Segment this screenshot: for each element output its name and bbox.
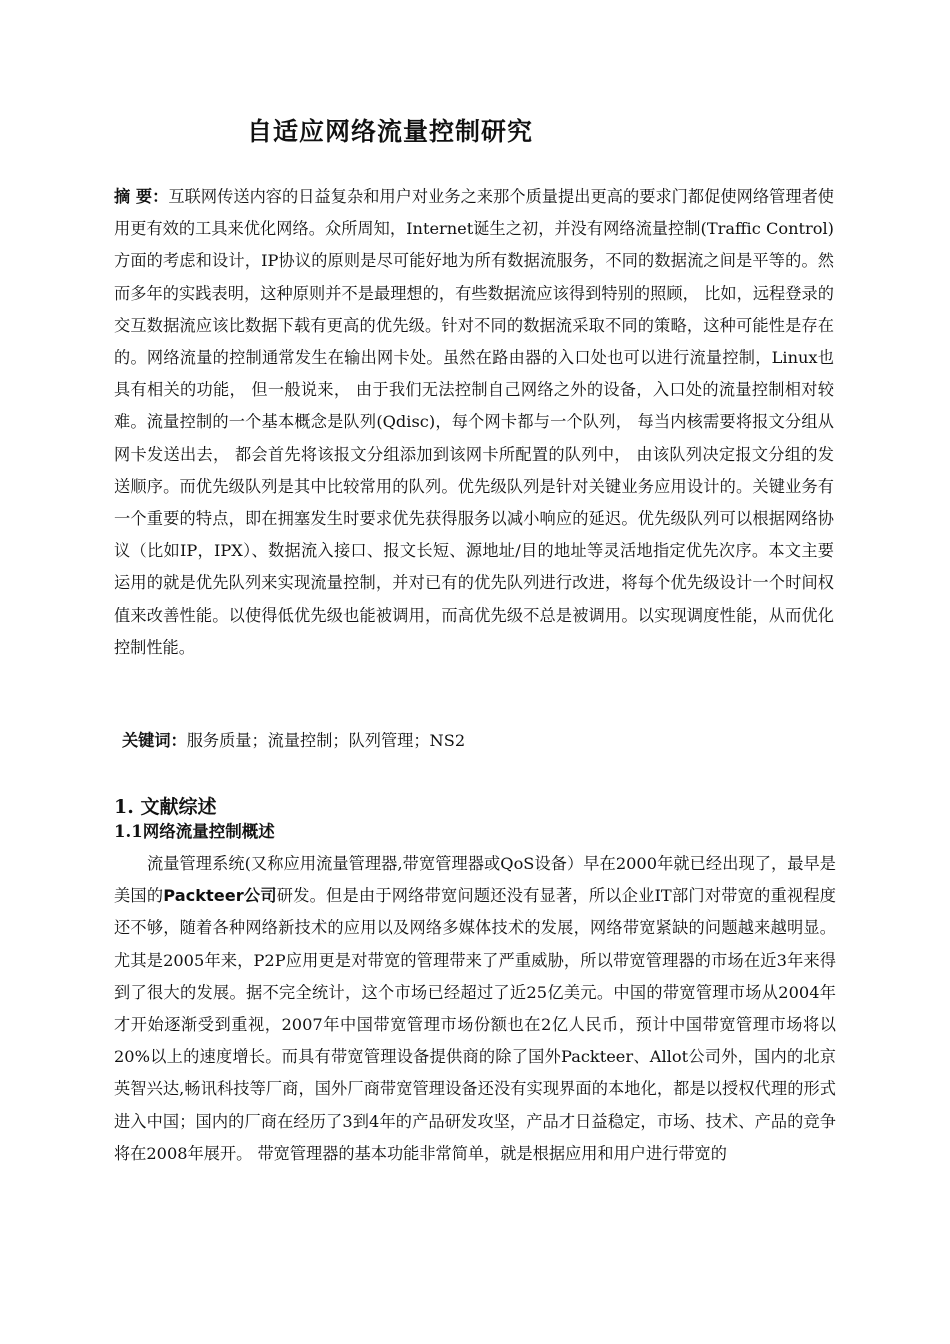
subsection-heading xyxy=(114,818,275,842)
abstract-label: 摘 要： xyxy=(114,187,169,206)
section-body-part1: 流量管理系统(又称应用流量管理器,带宽管理器或QoS设备）早在2000年就已经出现了，最早是美国的 xyxy=(114,854,836,906)
subsection-title: 网络流量控制概述 xyxy=(142,822,275,841)
keywords-label: 关键词： xyxy=(122,731,187,750)
keywords-line xyxy=(122,726,465,756)
subsection-number: 1.1 xyxy=(114,822,143,841)
keywords-text: 服务质量；流量控制；队列管理；NS2 xyxy=(186,731,466,750)
section-body-paragraph xyxy=(114,848,836,1170)
abstract-text: 互联网传送内容的日益复杂和用户对业务之来那个质量提出更高的要求门都促使网络管理者使用更有效的工具来优化网络。众所周知，Internet诞生之初，并没有网络流量控制(Traffic Control)方面的考虑和设计，IP协议的原则是尽可能好地为所有数据流服务，不同的数据流之间是平等的。然而多年的实践表明，这种原则并不是最理想的，有些数据流应该得到特别的照顾， 比如，远程登录的交互数据流应该比数据下载有更高的优先级。针对不同的数据流采取不同的策略，这种可能性是存在的。网络流量的控制通常发生在输出网卡处。虽然在路由器的入口处也可以进行流量控制，Linux也具有相关的功能， 但一般说来， 由于我们无法控制自己网络之外的设备，入口处的流量控制相对较难。流量控制的一个基本概念是队列(Qdisc)，每个网卡都与一个队列， 每当内核需要将报文分组从网卡发送出去， 都会首先将该报文分组添加到该网卡所配置的队列中， 由该队列决定报文分组的发送顺序。而优先级队列是其中比较常用的队列。优先级队列是针对关键业务应用设计的。关键业务有一个重要的特点，即在拥塞发生时要求优先获得服务以减小响应的延迟。优先级队列可以根据网络协议（比如IP，IPX）、数据流入接口、报文长短、源地址/目的地址等灵活地指定优先次序。本文主要运用的就是优先队列来实现流量控制，并对已有的优先队列进行改进，将每个优先级设计一个时间权值来改善性能。以使得低优先级也能被调用，而高优先级不总是被调用。以实现调度性能，从而优化控制性能。 xyxy=(114,187,834,657)
abstract-paragraph xyxy=(114,181,834,664)
section-body-part2: 研发。但是由于网络带宽问题还没有显著，所以企业IT部门对带宽的重视程度还不够，随着各种网络新技术的应用以及网络多媒体技术的发展，网络带宽紧缺的问题越来越明显。尤其是2005年来，P2P应用更是对带宽的管理带来了严重威胁，所以带宽管理器的市场在近3年来得到了很大的发展。据不完全统计，这个市场已经超过了近25亿美元。中国的带宽管理市场从2004年才开始逐渐受到重视，2007年中国带宽管理市场份额也在2亿人民币，预计中国带宽管理市场将以20%以上的速度增长。而具有带宽管理设备提供商的除了国外Packteer、Allot公司外，国内的北京英智兴达,畅讯科技等厂商，国外厂商带宽管理设备还没有实现界面的本地化，都是以授权代理的形式进入中国；国内的厂商在经历了3到4年的产品研发攻坚，产品才日益稳定，市场、技术、产品的竞争将在2008年展开。 带宽管理器的基本功能非常简单，就是根据应用和用户进行带宽的 xyxy=(114,886,836,1163)
section-heading: 1. 文献综述 xyxy=(114,796,217,818)
company-name-bold: Packteer公司 xyxy=(163,886,277,906)
paper-title: 自适应网络流量控制研究 xyxy=(246,117,533,146)
